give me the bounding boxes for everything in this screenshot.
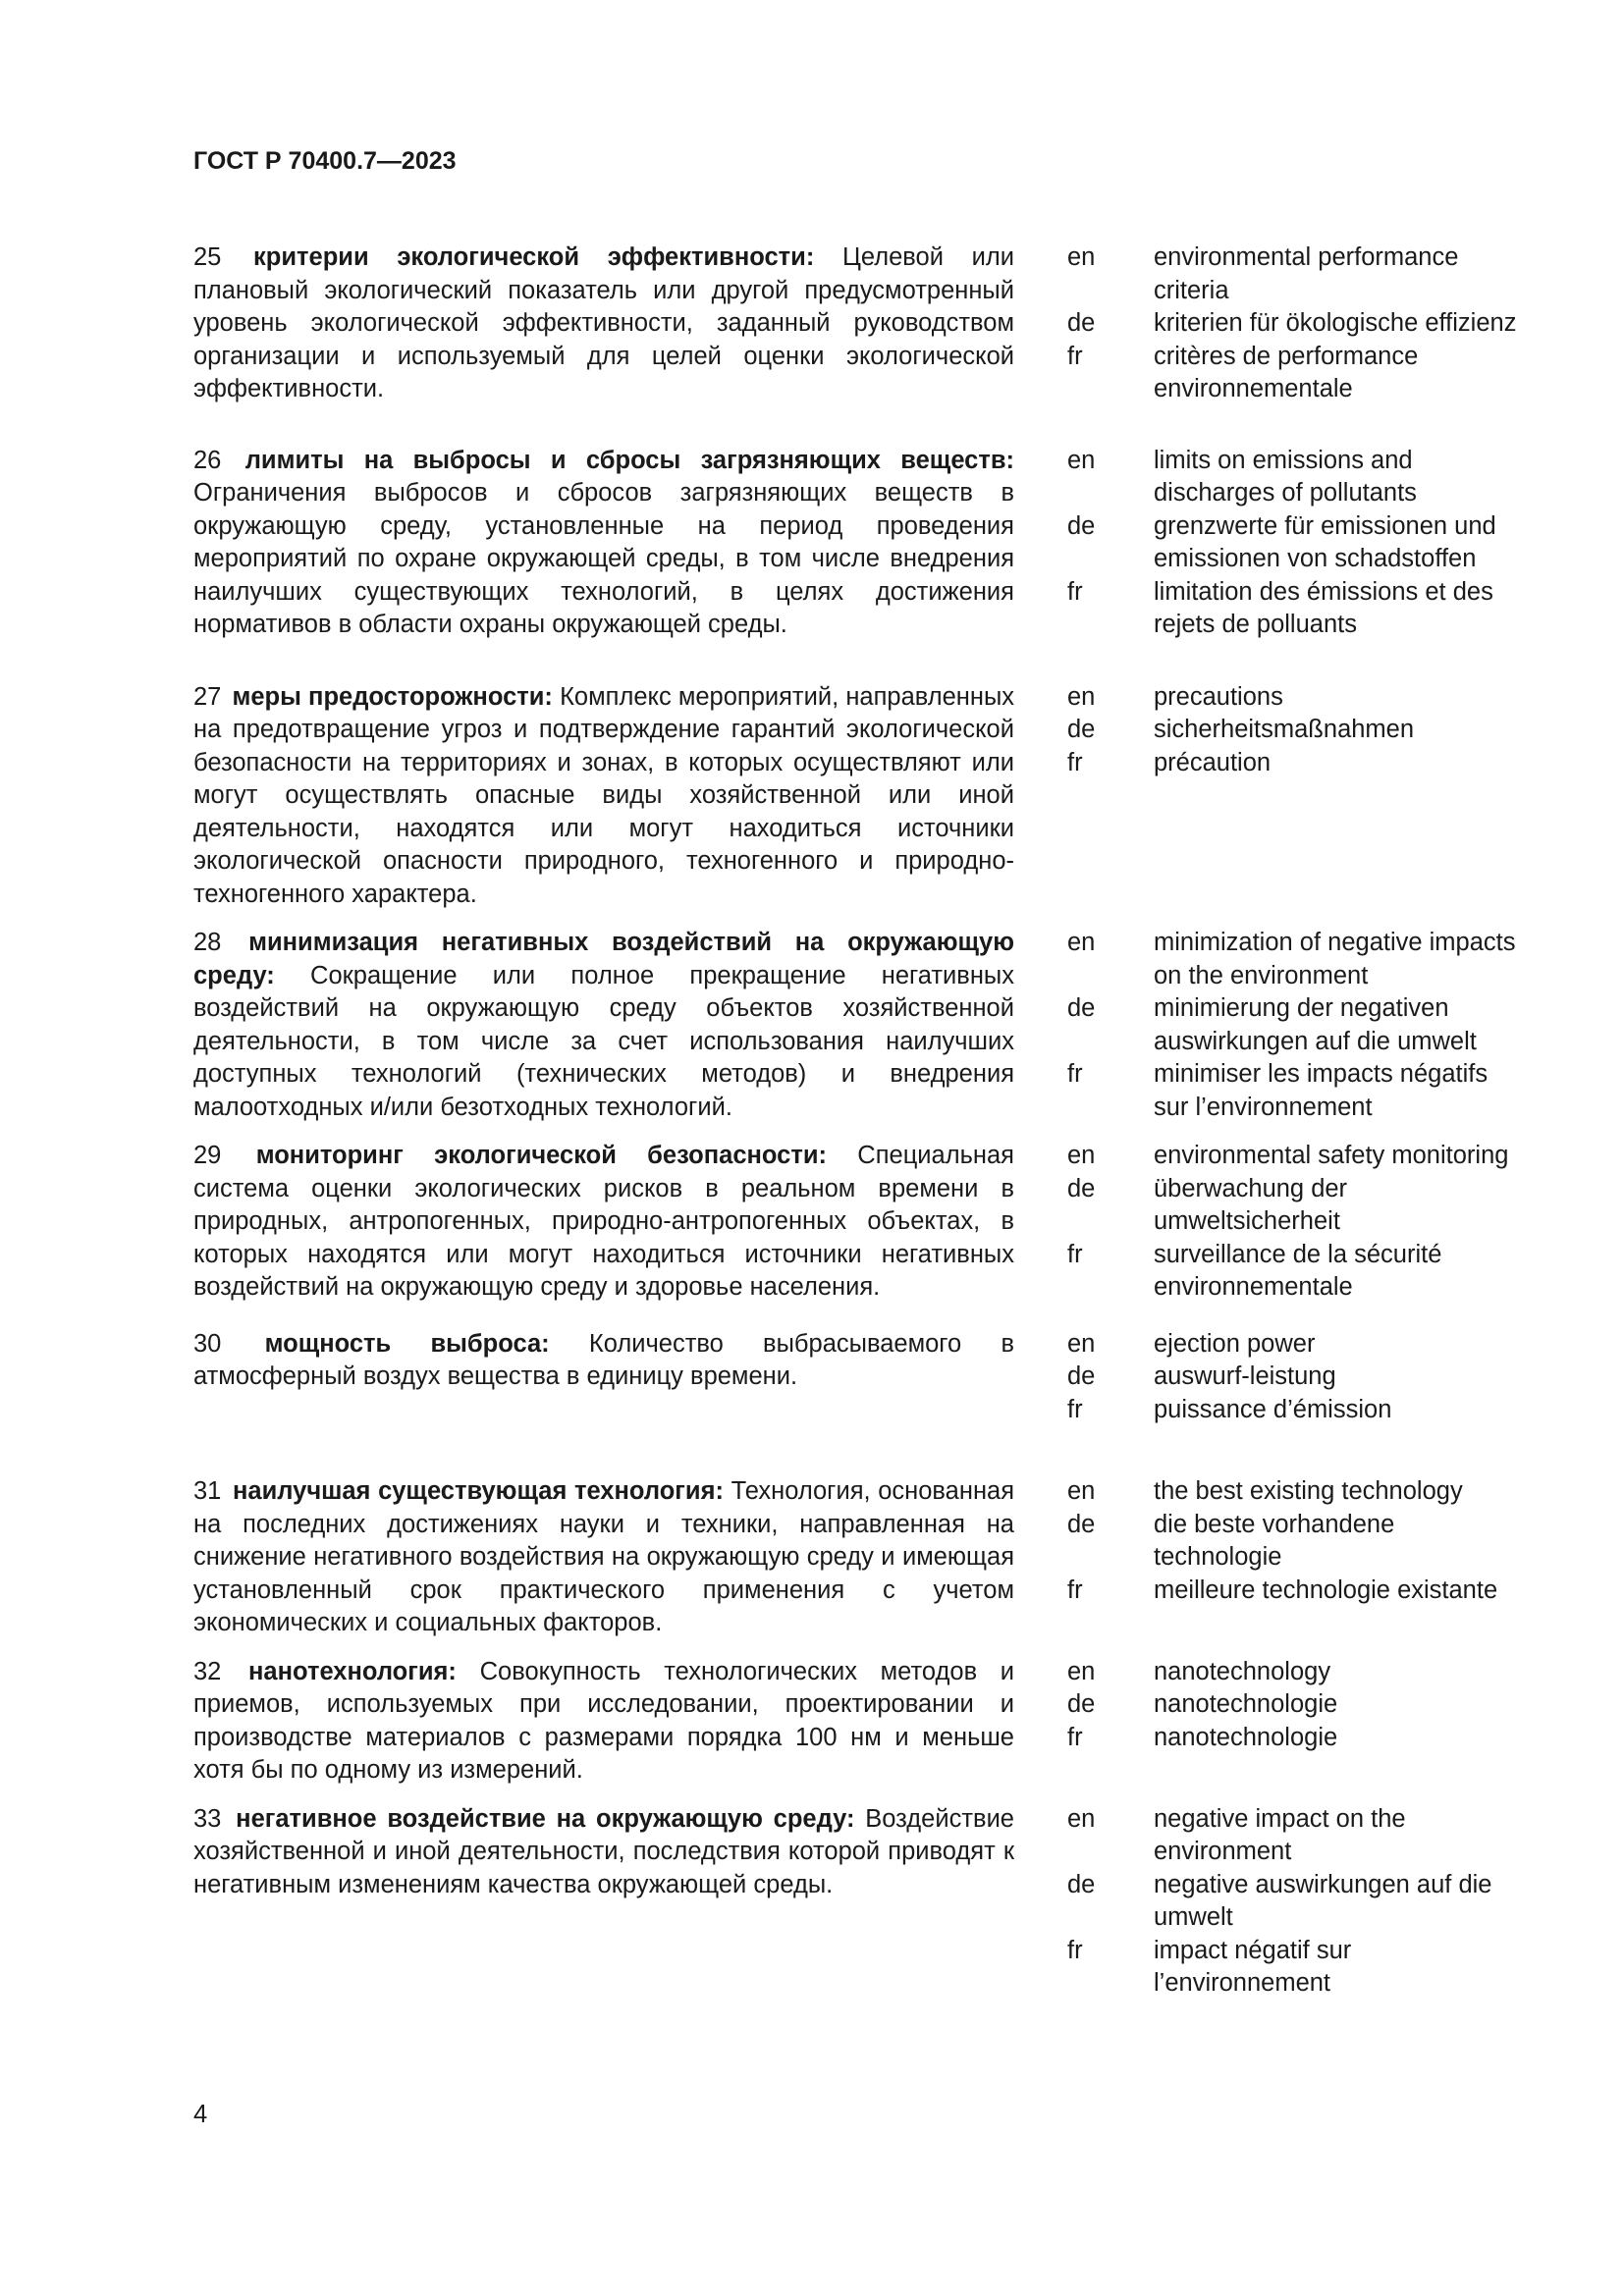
term-entry bbox=[193, 1475, 1519, 1640]
translation-fr bbox=[1067, 1239, 1519, 1305]
translations bbox=[1067, 927, 1519, 1124]
term-entries bbox=[193, 241, 1519, 2001]
translation-text: kriterien für ökologische effizienz bbox=[1154, 309, 1517, 337]
translation-fr bbox=[1067, 1394, 1519, 1427]
translation-text: limitation des émissions et des rejets de polluants bbox=[1154, 577, 1493, 638]
translation-text: critères de performance environnementale bbox=[1154, 342, 1419, 402]
translation-en bbox=[1067, 1140, 1519, 1173]
term-title: критерии экологической эффективности: bbox=[253, 243, 815, 271]
language-code: de bbox=[1067, 309, 1096, 337]
translation-text: impact négatif sur l’environnement bbox=[1154, 1936, 1352, 1997]
translation-text: surveillance de la sécurité environnementale bbox=[1154, 1240, 1442, 1301]
language-code: fr bbox=[1067, 577, 1083, 606]
term-number: 25 bbox=[193, 243, 222, 271]
language-code: en bbox=[1067, 1329, 1096, 1358]
term-definition: Количество выбрасываемого в атмосферный воздух вещества в единицу времени. bbox=[193, 1329, 1014, 1390]
translation-de bbox=[1067, 1869, 1519, 1935]
translation-text: nanotechnologie bbox=[1154, 1690, 1338, 1718]
translation-de bbox=[1067, 714, 1519, 747]
translation-text: minimiser les impacts négatifs sur l’environnement bbox=[1154, 1060, 1489, 1121]
language-code: fr bbox=[1067, 1395, 1083, 1423]
term-entry bbox=[193, 681, 1519, 912]
term-number: 30 bbox=[193, 1329, 222, 1358]
translation-de bbox=[1067, 992, 1519, 1058]
language-code: en bbox=[1067, 1142, 1096, 1169]
term-title: минимизация негативных воздействий на окружающую среду: bbox=[193, 929, 1014, 989]
term-definition: Технология, основанная на последних достижениях науки и техники, направленная на снижение негативного воздействия на окружающую среду и имеющая установленный срок практического применения с учетом экономических и социальных факторов. bbox=[193, 1477, 1015, 1636]
language-code: fr bbox=[1067, 748, 1083, 776]
translation-text: sicherheitsmaßnahmen bbox=[1154, 716, 1415, 743]
translation-text: nanotechnologie bbox=[1154, 1723, 1338, 1751]
term-title: негативное воздействие на окружающую среду: bbox=[236, 1804, 855, 1833]
translation-de bbox=[1067, 1173, 1519, 1239]
term-definition-block bbox=[193, 681, 1014, 912]
translation-fr bbox=[1067, 341, 1519, 406]
translation-fr bbox=[1067, 1575, 1519, 1608]
language-code: fr bbox=[1067, 342, 1083, 370]
translation-text: environmental performance criteria bbox=[1154, 243, 1459, 304]
translation-en bbox=[1067, 1328, 1519, 1362]
translation-text: meilleure technologie existante bbox=[1154, 1575, 1498, 1604]
term-title: мощность выброса: bbox=[264, 1329, 550, 1358]
term-title: мониторинг экологической безопасности: bbox=[255, 1142, 827, 1169]
translation-en bbox=[1067, 241, 1519, 307]
translation-de bbox=[1067, 1361, 1519, 1394]
term-entry bbox=[193, 1328, 1519, 1427]
term-definition-block bbox=[193, 1140, 1014, 1305]
term-definition: Совокупность технологических методов и приемов, используемых при исследовании, проектировании и производстве материалов с размерами порядка 100 нм и меньше хотя бы по одному из измерений. bbox=[193, 1657, 1014, 1784]
term-definition-block bbox=[193, 1656, 1014, 1788]
language-code: fr bbox=[1067, 1723, 1083, 1751]
term-entry bbox=[193, 241, 1519, 406]
translation-en bbox=[1067, 681, 1519, 715]
term-definition: Сокращение или полное прекращение негативных воздействий на окружающую среду объектов хозяйственной деятельности, в том числе за счет использования наилучших доступных технологий (технических методов) и внедрения малоотходных и/или безотходных технологий. bbox=[193, 961, 1015, 1121]
translation-text: minimierung der negativen auswirkungen auf die umwelt bbox=[1154, 994, 1477, 1055]
translations bbox=[1067, 1475, 1519, 1640]
term-entry bbox=[193, 927, 1519, 1124]
term-entry bbox=[193, 1803, 1519, 2001]
term-definition: Целевой или плановый экологический показатель или другой предусмотренный уровень экологической эффективности, заданный руководством организации и используемый для целей оценки экологической эффективности. bbox=[193, 243, 1014, 402]
translation-fr bbox=[1067, 1722, 1519, 1755]
translation-fr bbox=[1067, 576, 1519, 642]
term-number: 28 bbox=[193, 929, 222, 956]
language-code: en bbox=[1067, 1657, 1096, 1685]
translation-en bbox=[1067, 1656, 1519, 1689]
term-definition-block bbox=[193, 445, 1014, 642]
term-definition-block bbox=[193, 927, 1014, 1124]
translations bbox=[1067, 445, 1519, 642]
document-header: ГОСТ Р 70400.7—2023 bbox=[193, 147, 457, 175]
language-code: de bbox=[1067, 1510, 1096, 1538]
language-code: fr bbox=[1067, 1060, 1083, 1088]
translation-en bbox=[1067, 445, 1519, 510]
translation-text: ejection power bbox=[1154, 1329, 1316, 1358]
term-number: 26 bbox=[193, 446, 222, 474]
translation-text: grenzwerte für emissionen und emissionen von schadstoffen bbox=[1154, 511, 1496, 572]
translations bbox=[1067, 1803, 1519, 2001]
translations bbox=[1067, 681, 1519, 912]
term-definition: Комплекс мероприятий, направленных на предотвращение угроз и подтверждение гарантий экологической безопасности на территориях и зонах, в которых осуществляют или могут осуществлять опасные виды хозяйственной или иной деятельности, находятся или могут находиться источники экологической опасности природного, техногенного и природно-техногенного характера. bbox=[193, 682, 1015, 908]
translations bbox=[1067, 1656, 1519, 1788]
term-number: 27 bbox=[193, 682, 222, 711]
language-code: de bbox=[1067, 1362, 1096, 1390]
translation-de bbox=[1067, 307, 1519, 341]
translation-fr bbox=[1067, 1935, 1519, 2001]
translation-text: puissance d’émission bbox=[1154, 1395, 1392, 1423]
translation-text: negative auswirkungen auf die umwelt bbox=[1154, 1870, 1492, 1931]
language-code: fr bbox=[1067, 1575, 1083, 1604]
page-number: 4 bbox=[193, 2101, 208, 2128]
language-code: de bbox=[1067, 511, 1096, 540]
translation-en bbox=[1067, 927, 1519, 992]
translation-text: precautions bbox=[1154, 682, 1283, 711]
translation-en bbox=[1067, 1475, 1519, 1509]
language-code: en bbox=[1067, 682, 1096, 711]
translation-de bbox=[1067, 1509, 1519, 1575]
translation-text: auswurf-leistung bbox=[1154, 1362, 1336, 1390]
translations bbox=[1067, 1140, 1519, 1305]
language-code: fr bbox=[1067, 1936, 1083, 1964]
language-code: de bbox=[1067, 716, 1096, 743]
language-code: en bbox=[1067, 1804, 1096, 1833]
translations bbox=[1067, 241, 1519, 406]
translation-en bbox=[1067, 1803, 1519, 1869]
term-number: 32 bbox=[193, 1657, 222, 1685]
translation-fr bbox=[1067, 1058, 1519, 1124]
language-code: de bbox=[1067, 1174, 1096, 1202]
term-entry bbox=[193, 1140, 1519, 1305]
translation-text: minimization of negative impacts on the environment bbox=[1154, 929, 1516, 989]
term-definition-block bbox=[193, 1328, 1014, 1427]
translation-de bbox=[1067, 1688, 1519, 1722]
term-definition-block bbox=[193, 241, 1014, 406]
translation-text: the best existing technology bbox=[1154, 1477, 1463, 1505]
language-code: de bbox=[1067, 1870, 1096, 1898]
term-number: 29 bbox=[193, 1142, 222, 1169]
term-title: нанотехнология: bbox=[248, 1657, 457, 1685]
translation-fr bbox=[1067, 747, 1519, 780]
language-code: fr bbox=[1067, 1240, 1083, 1268]
language-code: de bbox=[1067, 994, 1096, 1022]
term-definition-block bbox=[193, 1475, 1014, 1640]
translation-text: negative impact on the environment bbox=[1154, 1804, 1406, 1865]
term-definition: Ограничения выбросов и сбросов загрязняющих веществ в окружающую среду, установленные на период проведения мероприятий по охране окружающей среды, в том числе внедрения наилучших существующих технологий, в целях достижения нормативов в области охраны окружающей среды. bbox=[193, 479, 1014, 638]
translation-text: précaution bbox=[1154, 748, 1272, 776]
term-definition: Воздействие хозяйственной и иной деятельности, последствия которой приводят к негативным изменениям качества окружающей среды. bbox=[193, 1804, 1014, 1898]
translation-text: die beste vorhandene technologie bbox=[1154, 1510, 1395, 1571]
term-title: меры предосторожности: bbox=[232, 682, 553, 711]
term-entry bbox=[193, 1656, 1519, 1788]
translation-text: limits on emissions and discharges of pollutants bbox=[1154, 446, 1417, 507]
translation-de bbox=[1067, 510, 1519, 576]
translation-text: nanotechnology bbox=[1154, 1657, 1331, 1685]
translation-text: überwachung der umweltsicherheit bbox=[1154, 1174, 1348, 1235]
term-entry bbox=[193, 445, 1519, 642]
term-title: лимиты на выбросы и сбросы загрязняющих веществ: bbox=[244, 446, 1014, 474]
language-code: en bbox=[1067, 243, 1096, 271]
term-number: 31 bbox=[193, 1477, 222, 1505]
language-code: en bbox=[1067, 446, 1096, 474]
language-code: en bbox=[1067, 929, 1096, 956]
term-number: 33 bbox=[193, 1804, 222, 1833]
term-definition: Специальная система оценки экологических рисков в реальном времени в природных, антропогенных, природно-антропогенных объектах, в которых находятся или могут находиться источники негативных воздействий на окружающую среду и здоровье населения. bbox=[193, 1142, 1014, 1301]
translations bbox=[1067, 1328, 1519, 1427]
language-code: de bbox=[1067, 1690, 1096, 1718]
translation-text: environmental safety monitoring bbox=[1154, 1142, 1509, 1169]
term-title: наилучшая существующая технология: bbox=[233, 1477, 724, 1505]
term-definition-block bbox=[193, 1803, 1014, 2001]
language-code: en bbox=[1067, 1477, 1096, 1505]
